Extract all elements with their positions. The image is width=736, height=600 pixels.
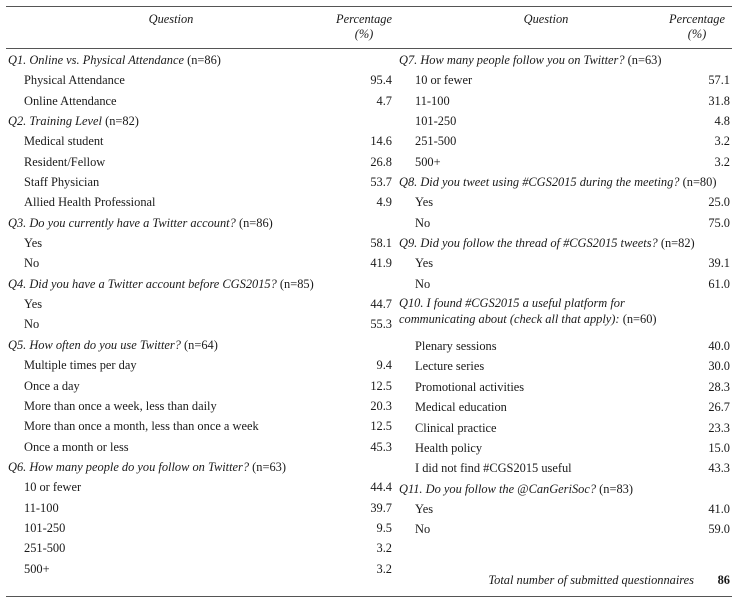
option-row <box>8 253 398 273</box>
option-row <box>399 70 730 90</box>
question-text: How often do you use Twitter? <box>29 337 181 352</box>
option-row <box>399 499 730 519</box>
option-label: 500+ <box>24 561 50 576</box>
option-percentage: 9.4 <box>376 358 392 373</box>
option-percentage: 57.1 <box>708 73 730 88</box>
option-row <box>399 274 730 294</box>
question-row <box>8 213 398 233</box>
question-label <box>399 479 633 499</box>
question-sample-size: (n=86) <box>238 215 273 230</box>
option-row <box>399 458 730 478</box>
option-percentage: 3.2 <box>714 134 730 149</box>
question-text: I found #CGS2015 a useful platform for communicating about (check all that apply): <box>399 296 625 327</box>
option-label: 101-250 <box>415 114 457 129</box>
question-label <box>399 50 662 70</box>
option-label: 10 or fewer <box>415 73 473 88</box>
option-label: Staff Physician <box>24 175 100 190</box>
option-row <box>399 377 730 397</box>
question-number: Q8. <box>399 175 418 190</box>
right-column <box>399 50 730 540</box>
option-label: No <box>415 215 431 230</box>
option-percentage: 26.7 <box>708 400 730 415</box>
option-label: Once a month or less <box>24 439 129 454</box>
option-label: Yes <box>415 501 434 516</box>
left-column <box>8 50 398 579</box>
option-percentage: 45.3 <box>370 439 392 454</box>
option-label: 251-500 <box>415 134 457 149</box>
option-row <box>8 314 398 334</box>
top-rule <box>6 6 732 7</box>
option-percentage: 53.7 <box>370 175 392 190</box>
question-label <box>8 457 286 477</box>
question-text: Training Level <box>29 114 102 129</box>
question-row <box>8 274 398 294</box>
option-row <box>8 437 398 457</box>
percentage-header-line1: Percentage <box>336 12 392 26</box>
option-label: 101-250 <box>24 520 66 535</box>
option-label: Lecture series <box>415 359 485 374</box>
question-text: Did you tweet using #CGS2015 during the meeting? <box>420 175 680 190</box>
option-percentage: 20.3 <box>370 398 392 413</box>
option-row <box>8 131 398 151</box>
option-percentage: 44.4 <box>370 480 392 495</box>
option-label: Yes <box>24 297 43 312</box>
option-label: 11-100 <box>24 500 59 515</box>
option-row <box>399 91 730 111</box>
option-label: Promotional activities <box>415 379 525 394</box>
option-row <box>399 253 730 273</box>
option-percentage: 31.8 <box>708 93 730 108</box>
question-row <box>8 50 398 70</box>
option-row <box>8 538 398 558</box>
question-sample-size: (n=83) <box>599 481 633 496</box>
option-row <box>399 418 730 438</box>
option-percentage: 12.5 <box>370 419 392 434</box>
question-label <box>8 213 273 233</box>
question-sample-size: (n=82) <box>660 236 695 251</box>
option-percentage: 9.5 <box>376 520 392 535</box>
question-header-right <box>446 12 646 27</box>
question-text: Online vs. Physical Attendance <box>29 53 184 67</box>
option-row <box>399 131 730 151</box>
option-label: No <box>415 522 431 537</box>
option-label: Clinical practice <box>415 420 497 435</box>
option-label: Medical education <box>415 400 507 415</box>
option-percentage: 61.0 <box>708 276 730 291</box>
question-label <box>399 172 716 192</box>
option-percentage: 4.9 <box>376 195 392 210</box>
question-number: Q5. <box>8 337 27 352</box>
option-label: Online Attendance <box>24 93 117 108</box>
question-text: How many people follow you on Twitter? <box>420 53 625 67</box>
option-label: Health policy <box>415 440 483 455</box>
option-label: Allied Health Professional <box>24 195 156 210</box>
question-number: Q4. <box>8 276 27 291</box>
option-percentage: 95.4 <box>370 73 392 88</box>
option-row <box>399 397 730 417</box>
option-percentage: 15.0 <box>708 440 730 455</box>
option-row <box>8 498 398 518</box>
question-number: Q7. <box>399 53 418 67</box>
option-row <box>8 376 398 396</box>
option-row <box>399 356 730 376</box>
question-text: Did you have a Twitter account before CGS2015? <box>29 276 277 291</box>
option-percentage: 39.1 <box>708 256 730 271</box>
question-number: Q9. <box>399 236 418 251</box>
option-percentage: 3.2 <box>376 541 392 556</box>
option-label: Plenary sessions <box>415 339 497 354</box>
question-sample-size: (n=85) <box>279 276 314 291</box>
question-text: How many people do you follow on Twitter? <box>29 459 250 474</box>
option-label: 500+ <box>415 154 441 169</box>
question-sample-size: (n=64) <box>184 337 218 352</box>
bottom-rule <box>6 596 732 597</box>
option-percentage: 23.3 <box>708 420 730 435</box>
option-percentage: 28.3 <box>708 379 730 394</box>
percentage-header-line2: (%) <box>354 27 374 41</box>
question-row <box>399 479 730 499</box>
question-number: Q2. <box>8 114 27 129</box>
question-number: Q10. <box>399 296 424 311</box>
survey-results-table <box>6 0 732 600</box>
option-label: 251-500 <box>24 541 66 556</box>
question-text: Do you currently have a Twitter account? <box>29 215 236 230</box>
option-percentage: 43.3 <box>708 461 730 476</box>
question-header-left <box>66 12 276 27</box>
option-percentage: 40.0 <box>708 339 730 354</box>
total-label: Total number of submitted questionnaires <box>488 573 694 587</box>
option-row <box>8 233 398 253</box>
option-percentage: 3.2 <box>376 561 392 576</box>
option-percentage: 12.5 <box>370 378 392 393</box>
header-rule <box>6 48 732 49</box>
option-percentage: 58.1 <box>370 236 392 251</box>
option-percentage: 3.2 <box>714 154 730 169</box>
question-row <box>8 457 398 477</box>
option-row <box>8 518 398 538</box>
option-label: I did not find #CGS2015 useful <box>415 461 572 476</box>
option-label: Yes <box>415 195 434 210</box>
question-sample-size: (n=63) <box>252 459 286 474</box>
question-row <box>399 233 730 253</box>
option-percentage: 41.9 <box>370 256 392 271</box>
question-sample-size: (n=86) <box>187 53 221 67</box>
question-label <box>399 233 695 253</box>
option-percentage: 30.0 <box>708 359 730 374</box>
question-sample-size: (n=82) <box>105 114 139 129</box>
question-row <box>399 50 730 70</box>
option-label: 11-100 <box>415 93 450 108</box>
option-percentage: 59.0 <box>708 522 730 537</box>
option-label: Yes <box>415 256 434 271</box>
option-row <box>399 336 730 356</box>
option-row <box>399 192 730 212</box>
option-row <box>399 213 730 233</box>
option-row <box>8 559 398 579</box>
question-sample-size: (n=80) <box>682 175 717 190</box>
question-row <box>399 172 730 192</box>
option-label: Resident/Fellow <box>24 154 106 169</box>
percentage-header-line2: (%) <box>687 27 707 41</box>
question-label <box>8 111 139 131</box>
option-row <box>8 152 398 172</box>
option-percentage: 75.0 <box>708 215 730 230</box>
total-value: 86 <box>717 573 730 587</box>
question-header-text: Question <box>148 12 194 26</box>
question-sample-size: (n=63) <box>627 53 662 67</box>
percentage-header-left <box>331 12 397 42</box>
question-number: Q1. <box>8 53 27 67</box>
option-row <box>8 192 398 212</box>
question-number: Q3. <box>8 215 27 230</box>
question-row <box>399 294 730 336</box>
option-label: Once a day <box>24 378 80 393</box>
percentage-header-line1: Percentage <box>669 12 725 26</box>
question-number: Q6. <box>8 459 27 474</box>
percentage-header-right <box>662 12 732 42</box>
option-row <box>8 355 398 375</box>
option-label: No <box>24 256 40 271</box>
question-text: Did you follow the thread of #CGS2015 tweets? <box>420 236 658 251</box>
question-row <box>8 335 398 355</box>
option-percentage: 55.3 <box>370 317 392 332</box>
question-sample-size: (n=60) <box>622 312 657 327</box>
option-row <box>399 152 730 172</box>
option-percentage: 41.0 <box>708 501 730 516</box>
option-row <box>399 519 730 539</box>
option-label: No <box>24 317 40 332</box>
option-label: Medical student <box>24 134 104 149</box>
option-percentage: 14.6 <box>370 134 392 149</box>
option-label: More than once a month, less than once a week <box>24 419 259 434</box>
option-percentage: 26.8 <box>370 154 392 169</box>
question-label <box>8 335 218 355</box>
question-header-text: Question <box>523 12 569 26</box>
option-label: No <box>415 276 431 291</box>
option-row <box>8 172 398 192</box>
question-text: Do you follow the @CanGeriSoc? <box>425 481 597 496</box>
option-row <box>8 91 398 111</box>
option-label: Yes <box>24 236 43 251</box>
option-percentage: 4.8 <box>714 114 730 129</box>
option-label: Physical Attendance <box>24 73 125 88</box>
question-label <box>8 274 314 294</box>
option-percentage: 4.7 <box>376 93 392 108</box>
option-row <box>399 111 730 131</box>
option-row <box>8 70 398 90</box>
option-row <box>8 477 398 497</box>
option-percentage: 39.7 <box>370 500 392 515</box>
option-row <box>8 294 398 314</box>
question-label <box>8 50 221 70</box>
option-row <box>399 438 730 458</box>
option-row <box>8 416 398 436</box>
question-label <box>399 295 699 327</box>
option-percentage: 44.7 <box>370 297 392 312</box>
option-percentage: 25.0 <box>708 195 730 210</box>
option-label: More than once a week, less than daily <box>24 398 217 413</box>
option-label: Multiple times per day <box>24 358 137 373</box>
question-number: Q11. <box>399 481 423 496</box>
option-row <box>8 396 398 416</box>
total-row <box>399 570 730 590</box>
question-row <box>8 111 398 131</box>
option-label: 10 or fewer <box>24 480 82 495</box>
